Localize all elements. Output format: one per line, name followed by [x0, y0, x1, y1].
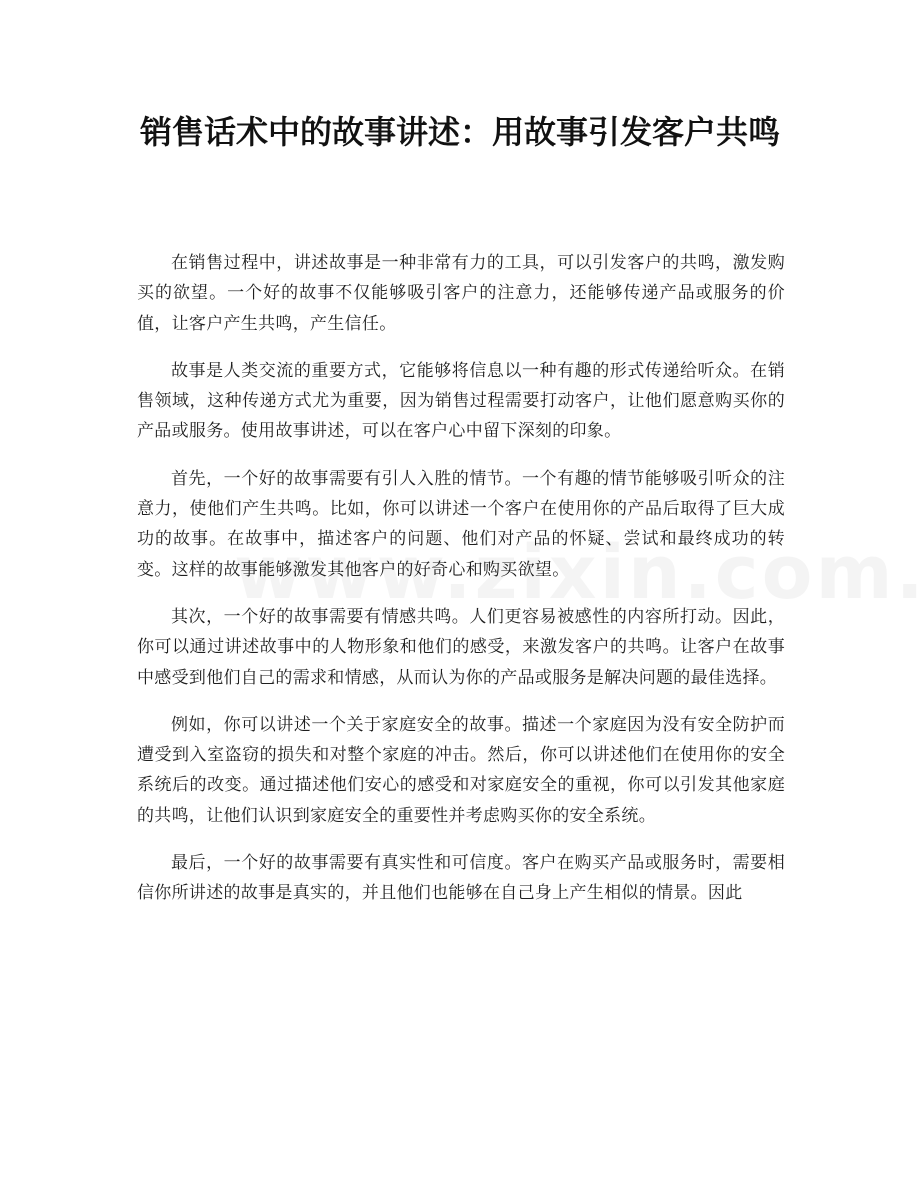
document-body	[137, 248, 785, 926]
paragraph-4: 其次，一个好的故事需要有情感共鸣。人们更容易被感性的内容所打动。因此，你可以通过讲述故事中的人物形象和他们的感受，来激发客户的共鸣。让客户在故事中感受到他们自己的需求和情感，从而认为你的产品或服务是解决问题的最佳选择。	[137, 606, 785, 688]
paragraph-6: 最后，一个好的故事需要有真实性和可信度。客户在购买产品或服务时，需要相信你所讲述的故事是真实的，并且他们也能够在自己身上产生相似的情景。因此	[137, 853, 785, 904]
document-title: 销售话术中的故事讲述：用故事引发客户共鸣	[139, 113, 780, 151]
paragraph-5: 例如，你可以讲述一个关于家庭安全的故事。描述一个家庭因为没有安全防护而遭受到入室盗窃的损失和对整个家庭的冲击。然后，你可以讲述他们在使用你的安全系统后的改变。通过描述他们安心的感受和对家庭安全的重视，你可以引发其他家庭的共鸣，让他们认识到家庭安全的重要性并考虑购买你的安全系统。	[137, 714, 785, 826]
paragraph-3: 首先，一个好的故事需要有引人入胜的情节。一个有趣的情节能够吸引听众的注意力，使他们产生共鸣。比如，你可以讲述一个客户在使用你的产品后取得了巨大成功的故事。在故事中，描述客户的问题、他们对产品的怀疑、尝试和最终成功的转变。这样的故事能够激发其他客户的好奇心和购买欲望。	[137, 468, 785, 580]
paragraph-1: 在销售过程中，讲述故事是一种非常有力的工具，可以引发客户的共鸣，激发购买的欲望。一个好的故事不仅能够吸引客户的注意力，还能够传递产品或服务的价值，让客户产生共鸣，产生信任。	[137, 253, 785, 334]
paragraph-2: 故事是人类交流的重要方式，它能够将信息以一种有趣的形式传递给听众。在销售领域，这种传递方式尤为重要，因为销售过程需要打动客户，让他们愿意购买你的产品或服务。使用故事讲述，可以在客户心中留下深刻的印象。	[137, 360, 785, 442]
